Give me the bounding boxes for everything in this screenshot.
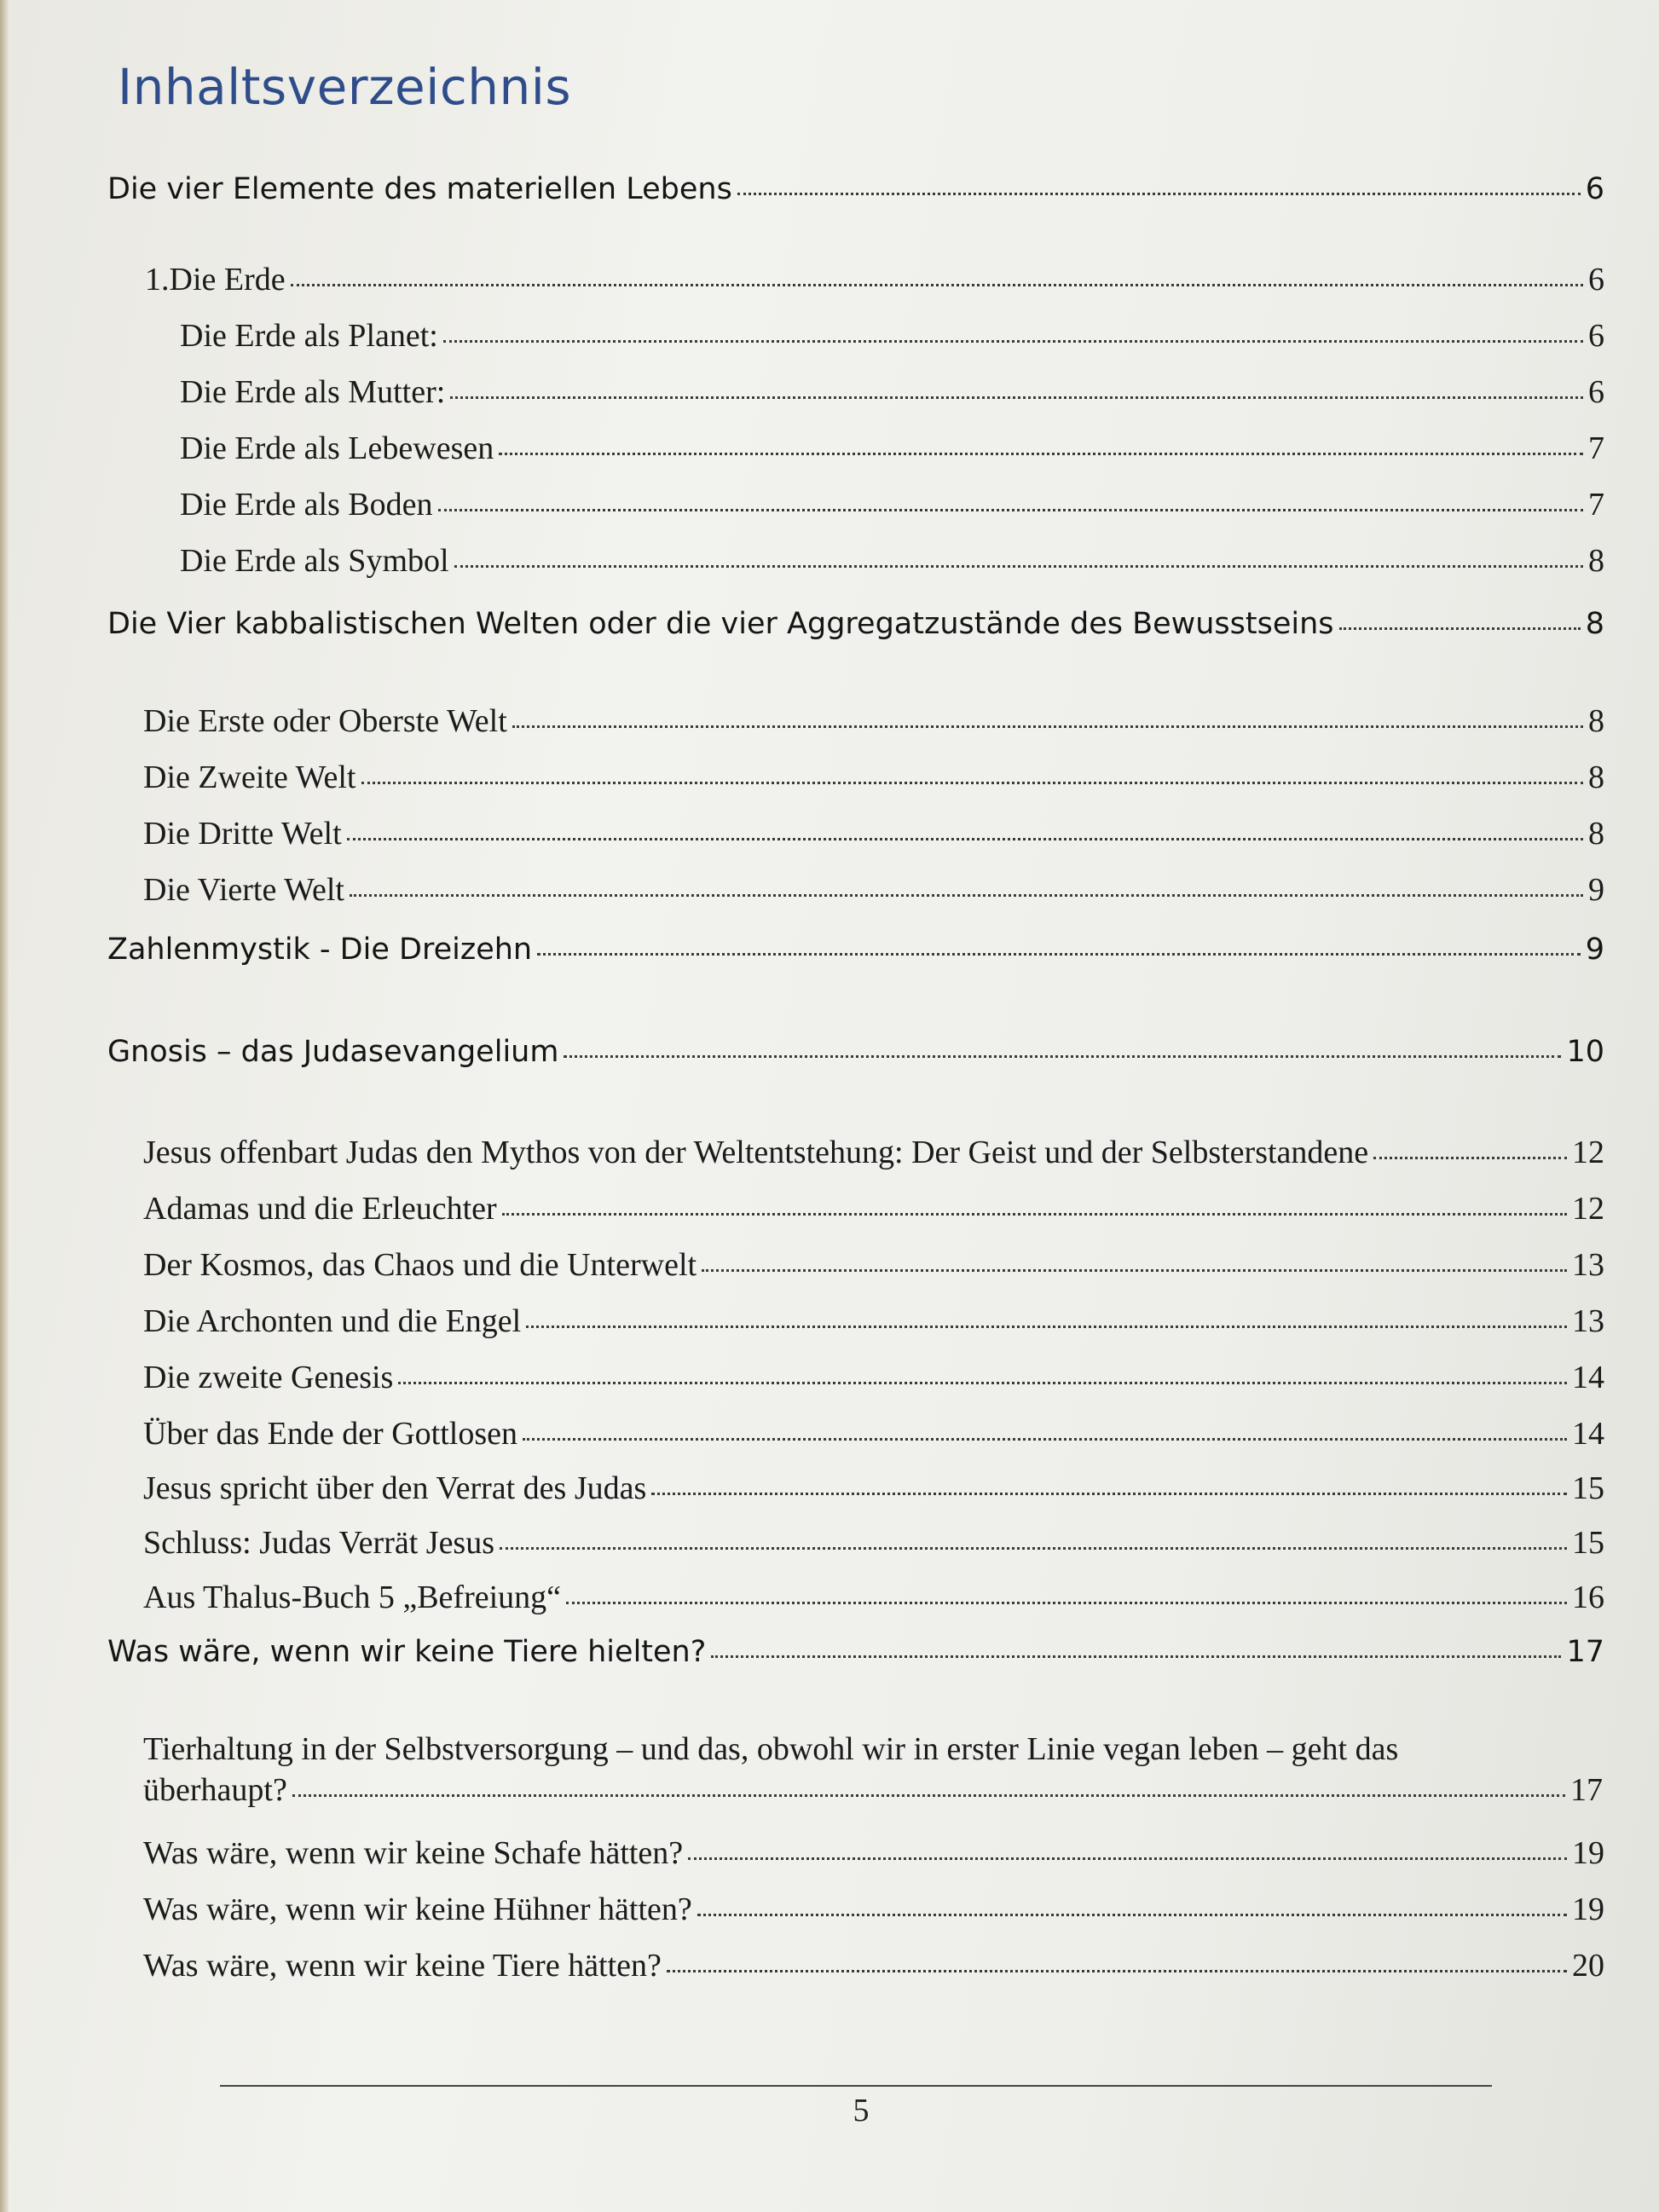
toc-entry-page: 17 — [1566, 1635, 1604, 1669]
toc-entry-label: Die Erste oder Oberste Welt — [143, 703, 507, 739]
toc-entry-verrat[interactable] — [143, 1470, 1604, 1507]
toc-entry-weltentstehung[interactable] — [143, 1134, 1604, 1171]
toc-entry-adamas[interactable] — [143, 1190, 1604, 1227]
dot-leader — [291, 280, 1583, 286]
toc-entry-label: Über das Ende der Gottlosen — [143, 1416, 517, 1452]
toc-entry-page: 8 — [1585, 607, 1604, 641]
toc-entry-label: Die Erde als Mutter: — [180, 374, 446, 410]
toc-entry-label: Was wäre, wenn wir keine Schafe hätten? — [143, 1835, 684, 1871]
toc-entry-label: 1.Die Erde — [145, 262, 286, 297]
dot-leader — [667, 1967, 1567, 1972]
toc-entry-gnosis[interactable] — [107, 1035, 1604, 1069]
dot-leader — [711, 1652, 1561, 1658]
toc-entry-label-continued: überhaupt? — [143, 1772, 287, 1808]
toc-entry-label: Aus Thalus-Buch 5 „Befreiung“ — [143, 1580, 562, 1615]
toc-entry-ende-gottlosen[interactable] — [143, 1415, 1604, 1453]
dot-leader — [526, 1322, 1567, 1328]
toc-entry-label: Was wäre, wenn wir keine Tiere hätten? — [143, 1948, 662, 1984]
toc-entry-erde-symbol[interactable] — [180, 542, 1604, 580]
toc-entry-label: Die Archonten und die Engel — [143, 1303, 522, 1339]
dot-leader — [500, 1544, 1567, 1550]
dot-leader — [499, 449, 1583, 455]
toc-entry-kosmos[interactable] — [143, 1246, 1604, 1284]
dot-leader — [450, 393, 1583, 399]
toc-entry-page: 7 — [1588, 430, 1604, 466]
dot-leader — [702, 1266, 1567, 1272]
toc-entry-page: 8 — [1588, 703, 1604, 739]
toc-entry-page: 8 — [1588, 759, 1604, 795]
dot-leader — [651, 1489, 1567, 1495]
toc-entry-page: 8 — [1588, 816, 1604, 852]
toc-entry-page: 17 — [1570, 1772, 1603, 1808]
toc-entry-label: Jesus offenbart Judas den Mythos von der Weltentstehung: Der Geist und der Selbsterstandene — [143, 1135, 1369, 1170]
footer-rule — [220, 2085, 1492, 2087]
dot-leader — [438, 505, 1583, 511]
toc-entry-kabbalistische-welten[interactable] — [107, 607, 1604, 641]
toc-entry-label: Schluss: Judas Verrät Jesus — [143, 1525, 495, 1561]
toc-entry-page: 6 — [1588, 318, 1604, 354]
toc-entry-tierhaltung[interactable] — [143, 1730, 1603, 1809]
toc-entry-zweite-genesis[interactable] — [143, 1359, 1604, 1396]
toc-entry-label: Zahlenmystik - Die Dreizehn — [107, 933, 533, 967]
toc-entry-page: 15 — [1572, 1525, 1604, 1561]
dot-leader — [292, 1791, 1565, 1797]
toc-entry-keine-huehner[interactable] — [143, 1891, 1604, 1928]
toc-entry-label: Die zweite Genesis — [143, 1360, 394, 1395]
toc-entry-label: Jesus spricht über den Verrat des Judas — [143, 1470, 647, 1506]
toc-entry-vierte-welt[interactable] — [143, 871, 1604, 909]
dot-leader — [398, 1378, 1567, 1384]
dot-leader — [443, 337, 1583, 343]
toc-entry-page: 8 — [1588, 543, 1604, 579]
toc-entry-keine-schafe[interactable] — [143, 1834, 1604, 1872]
toc-entry-erde-lebewesen[interactable] — [180, 430, 1604, 467]
toc-entry-archonten[interactable] — [143, 1302, 1604, 1340]
toc-entry-label: Was wäre, wenn wir keine Tiere hielten? — [107, 1635, 707, 1669]
toc-entry-erde-planet[interactable] — [180, 317, 1604, 355]
toc-entry-page: 15 — [1572, 1470, 1604, 1506]
toc-entry-page: 14 — [1572, 1416, 1604, 1452]
toc-entry-page: 13 — [1572, 1303, 1604, 1339]
toc-entry-label: Die Erde als Lebewesen — [180, 430, 494, 466]
toc-entry-label: Gnosis – das Judasevangelium — [107, 1035, 559, 1069]
toc-entry-page: 6 — [1588, 262, 1604, 297]
toc-entry-page: 12 — [1572, 1191, 1604, 1227]
toc-entry-keine-tiere-haetten[interactable] — [143, 1947, 1604, 1984]
dot-leader — [1373, 1153, 1567, 1159]
dot-leader — [564, 1052, 1561, 1058]
dot-leader — [454, 562, 1583, 568]
toc-entry-label: Die vier Elemente des materiellen Lebens — [107, 172, 732, 206]
toc-entry-label: Tierhaltung in der Selbstversorgung – und das, obwohl wir in erster Linie vegan leben – geht das — [143, 1731, 1399, 1767]
dot-leader — [566, 1598, 1567, 1604]
toc-entry-zweite-welt[interactable] — [143, 759, 1604, 796]
dot-leader — [347, 835, 1583, 840]
dot-leader — [502, 1210, 1567, 1216]
toc-entry-label: Die Dritte Welt — [143, 816, 342, 852]
toc-entry-label: Adamas und die Erleuchter — [143, 1191, 497, 1227]
toc-entry-thalus-buch[interactable] — [143, 1579, 1604, 1616]
toc-entry-page: 7 — [1588, 487, 1604, 523]
toc-entry-page: 6 — [1588, 374, 1604, 410]
dot-leader — [512, 722, 1583, 728]
toc-entry-page: 12 — [1572, 1135, 1604, 1170]
toc-entry-erde-boden[interactable] — [180, 486, 1604, 523]
toc-entry-label: Die Erde als Planet: — [180, 318, 438, 354]
dot-leader — [537, 950, 1581, 956]
dot-leader — [1339, 624, 1581, 630]
toc-entry-label: Die Vierte Welt — [143, 872, 344, 908]
toc-entry-page: 16 — [1572, 1580, 1604, 1615]
toc-entry-page: 14 — [1572, 1360, 1604, 1395]
toc-entry-erde-mutter[interactable] — [180, 373, 1604, 411]
toc-entry-label: Der Kosmos, das Chaos und die Unterwelt — [143, 1247, 697, 1283]
toc-entry-page: 20 — [1572, 1948, 1604, 1984]
footer-page-number: 5 — [853, 2093, 870, 2128]
toc-entry-page: 13 — [1572, 1247, 1604, 1283]
toc-entry-die-erde[interactable] — [145, 261, 1604, 298]
toc-entry-erste-welt[interactable] — [143, 702, 1604, 740]
dot-leader — [361, 778, 1584, 784]
dot-leader — [688, 1854, 1567, 1860]
toc-entry-label: Die Vier kabbalistischen Welten oder die vier Aggregatzustände des Bewusstseins — [107, 607, 1334, 641]
toc-entry-keine-tiere-hielten[interactable] — [107, 1635, 1604, 1669]
toc-entry-vier-elemente[interactable] — [107, 172, 1604, 206]
toc-entry-page: 19 — [1572, 1835, 1604, 1871]
toc-entry-label: Die Erde als Symbol — [180, 543, 449, 579]
dot-leader — [737, 189, 1581, 195]
toc-entry-zahlenmystik[interactable] — [107, 933, 1604, 967]
toc-entry-label: Die Zweite Welt — [143, 759, 356, 795]
toc-entry-page: 19 — [1572, 1891, 1604, 1927]
dot-leader — [523, 1435, 1567, 1441]
dot-leader — [350, 891, 1583, 897]
dot-leader — [697, 1910, 1567, 1916]
toc-entry-label: Was wäre, wenn wir keine Hühner hätten? — [143, 1891, 692, 1927]
toc-entry-label: Die Erde als Boden — [180, 487, 433, 523]
toc-entry-dritte-welt[interactable] — [143, 815, 1604, 852]
toc-entry-page: 6 — [1585, 172, 1604, 206]
toc-entry-schluss[interactable] — [143, 1524, 1604, 1562]
page-title: Inhaltsverzeichnis — [118, 58, 572, 116]
toc-entry-page: 9 — [1585, 933, 1604, 967]
toc-entry-page: 10 — [1566, 1035, 1604, 1069]
toc-entry-page: 9 — [1588, 872, 1604, 908]
